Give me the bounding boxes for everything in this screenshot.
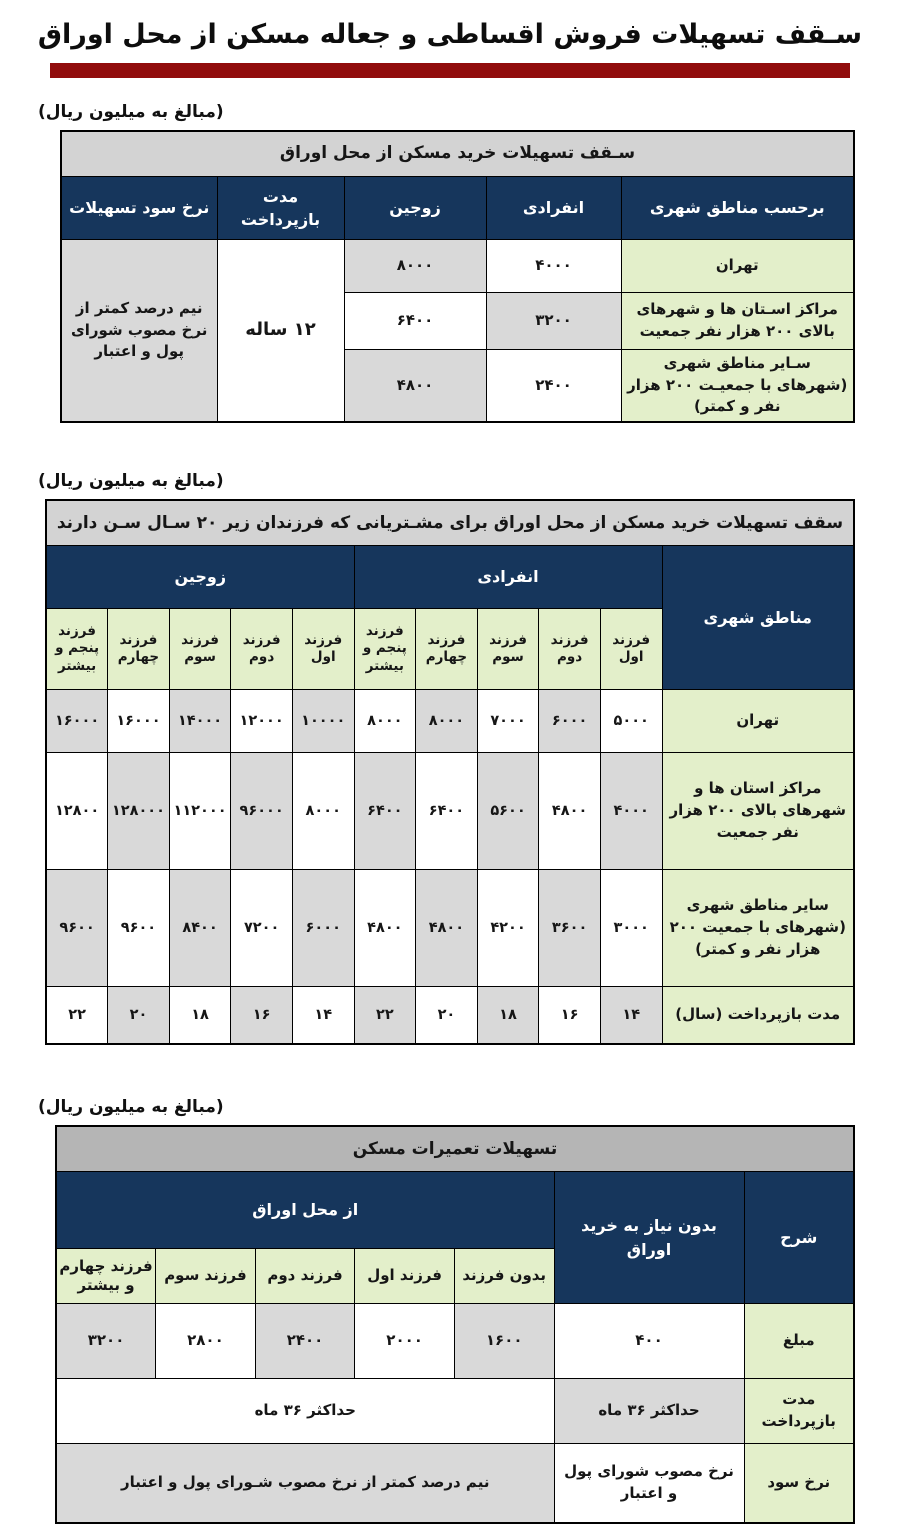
value-cell: ۸۰۰۰ [344, 239, 486, 292]
table-title-row [46, 500, 854, 546]
table-row [46, 987, 854, 1045]
column-header-repayment: مدت بازپرداخت [217, 176, 344, 239]
table-row [56, 1379, 854, 1444]
value-cell: ۴۲۰۰ [477, 870, 539, 987]
value-cell: ۱۸ [477, 987, 539, 1045]
group-header-row [46, 546, 854, 609]
child-header: فرزند اول [292, 609, 354, 690]
value-cell: ۲۴۰۰ [255, 1304, 355, 1379]
value-cell: ۱۶ [539, 987, 601, 1045]
child-header: فرزند پنجم و بیشتر [354, 609, 416, 690]
value-cell: ۶۰۰۰ [539, 690, 601, 753]
child-header: فرزند اول [600, 609, 662, 690]
child-header: فرزند دوم [255, 1249, 355, 1304]
row-label-cell: مدت بازپرداخت [744, 1379, 854, 1444]
value-cell: ۴۰۰۰ [600, 753, 662, 870]
value-cell: نرخ مصوب شورای پول و اعتبار [554, 1444, 744, 1524]
row-label-cell: نرخ سود [744, 1444, 854, 1524]
column-header-couple: زوجین [344, 176, 486, 239]
unit-note: (مبالغ به میلیون ریال) [38, 471, 224, 492]
value-cell: ۱۴۰۰۰ [169, 690, 231, 753]
child-header: فرزند سوم [156, 1249, 256, 1304]
value-cell: ۴۸۰۰ [354, 870, 416, 987]
region-cell: مراکز اسـتان ها و شهرهای بالای ۲۰۰ هزار نفر جمعیت [621, 292, 854, 349]
child-header: فرزند دوم [231, 609, 293, 690]
column-header-region: برحسب مناطق شهری [621, 176, 854, 239]
value-cell: ۶۰۰۰ [292, 870, 354, 987]
table-header-row [56, 1172, 854, 1249]
table-title: سـقف تسهیلات خرید مسکن از محل اوراق [61, 131, 854, 177]
value-cell: ۱۰۰۰۰ [292, 690, 354, 753]
value-cell: ۸۰۰۰ [354, 690, 416, 753]
column-header-individual: انفرادی [486, 176, 621, 239]
region-cell: تهران [621, 239, 854, 292]
group-header-individual: انفرادی [354, 546, 662, 609]
value-cell: ۱۶۰۰۰ [46, 690, 108, 753]
table-row [61, 239, 854, 292]
column-header-no-bonds: بدون نیاز به خرید اوراق [554, 1172, 744, 1304]
value-cell: ۲۰ [108, 987, 170, 1045]
value-cell: ۱۲۸۰۰۰ [108, 753, 170, 870]
table-loan-ceiling [60, 130, 855, 423]
value-cell: ۱۶ [231, 987, 293, 1045]
region-cell: مراکز استان ها و شهرهای بالای ۲۰۰ هزار نفر جمعیت [662, 753, 854, 870]
value-cell: ۱۶۰۰ [454, 1304, 554, 1379]
child-header: فرزند چهارم [416, 609, 478, 690]
value-cell: ۱۶۰۰۰ [108, 690, 170, 753]
value-cell: ۷۰۰۰ [477, 690, 539, 753]
unit-note: (مبالغ به میلیون ریال) [38, 1097, 224, 1118]
column-header-rate: نرخ سود تسهیلات [61, 176, 217, 239]
page-title: سـقف تسهیلات فروش اقساطی و جعاله مسکن از محل اوراق [37, 19, 863, 50]
group-header-couple: زوجین [46, 546, 354, 609]
title-underline-bar [50, 63, 850, 78]
value-cell: ۲۲ [46, 987, 108, 1045]
value-cell: ۸۰۰۰ [416, 690, 478, 753]
column-header-description: شرح [744, 1172, 854, 1304]
value-cell: حداکثر ۳۶ ماه [554, 1379, 744, 1444]
value-cell: ۲۰ [416, 987, 478, 1045]
table-row [46, 753, 854, 870]
table-title-row [56, 1126, 854, 1172]
child-header: فرزند پنجم و بیشتر [46, 609, 108, 690]
region-header: مناطق شهری [662, 546, 854, 690]
child-header: فرزند سوم [477, 609, 539, 690]
value-cell: ۶۴۰۰ [354, 753, 416, 870]
value-cell: ۳۲۰۰ [56, 1304, 156, 1379]
value-cell: ۱۱۲۰۰۰ [169, 753, 231, 870]
value-cell: ۵۰۰۰ [600, 690, 662, 753]
value-cell: ۱۲۰۰۰ [231, 690, 293, 753]
value-cell: ۹۶۰۰ [46, 870, 108, 987]
child-header: فرزند اول [355, 1249, 455, 1304]
value-cell: ۲۴۰۰ [486, 349, 621, 422]
table-repair-loan [55, 1125, 855, 1524]
value-cell: ۴۸۰۰ [539, 753, 601, 870]
table-row [56, 1304, 854, 1379]
value-cell: ۱۲۸۰۰ [46, 753, 108, 870]
value-cell: ۴۰۰ [554, 1304, 744, 1379]
child-header: فرزند چهارم و بیشتر [56, 1249, 156, 1304]
value-cell: ۴۰۰۰ [486, 239, 621, 292]
value-cell: ۴۸۰۰ [344, 349, 486, 422]
table-row [46, 870, 854, 987]
table-title-row [61, 131, 854, 177]
child-header: فرزند چهارم [108, 609, 170, 690]
value-cell: ۶۴۰۰ [416, 753, 478, 870]
unit-note: (مبالغ به میلیون ریال) [38, 101, 224, 122]
group-header-from-bonds: از محل اوراق [56, 1172, 554, 1249]
table-header-row [61, 176, 854, 239]
table-title: سقف تسهیلات خرید مسکن از محل اوراق برای مشـتریانی که فرزندان زیر ۲۰ سـال سـن دارند [46, 500, 854, 546]
merged-value-cell: حداکثر ۳۶ ماه [56, 1379, 554, 1444]
value-cell: ۵۶۰۰ [477, 753, 539, 870]
child-header: بدون فرزند [454, 1249, 554, 1304]
value-cell: ۳۰۰۰ [600, 870, 662, 987]
value-cell: ۲۸۰۰ [156, 1304, 256, 1379]
value-cell: ۷۲۰۰ [231, 870, 293, 987]
value-cell: ۸۰۰۰ [292, 753, 354, 870]
row-label-cell: مبلغ [744, 1304, 854, 1379]
region-cell: تهران [662, 690, 854, 753]
table-row [56, 1444, 854, 1524]
value-cell: ۳۲۰۰ [486, 292, 621, 349]
repayment-cell: ۱۲ ساله [217, 239, 344, 422]
region-cell: سـایر مناطق شهری (شهرهای با جمعیـت ۲۰۰ هزار نفر و کمتر) [621, 349, 854, 422]
child-header: فرزند دوم [539, 609, 601, 690]
value-cell: ۳۶۰۰ [539, 870, 601, 987]
value-cell: ۹۶۰۰۰ [231, 753, 293, 870]
value-cell: ۶۴۰۰ [344, 292, 486, 349]
value-cell: ۲۲ [354, 987, 416, 1045]
value-cell: ۴۸۰۰ [416, 870, 478, 987]
region-cell: سایر مناطق شهری (شهرهای با جمعیت ۲۰۰ هزار نفر و کمتر) [662, 870, 854, 987]
value-cell: ۱۴ [292, 987, 354, 1045]
value-cell: ۱۴ [600, 987, 662, 1045]
value-cell: ۹۶۰۰ [108, 870, 170, 987]
merged-value-cell: نیم درصد کمتر از نرخ مصوب شـورای پول و اعتبار [56, 1444, 554, 1524]
value-cell: ۲۰۰۰ [355, 1304, 455, 1379]
table-title: تسهیلات تعمیرات مسکن [56, 1126, 854, 1172]
value-cell: ۱۸ [169, 987, 231, 1045]
row-label-cell: مدت بازپرداخت (سال) [662, 987, 854, 1045]
child-header: فرزند سوم [169, 609, 231, 690]
rate-cell: نیم درصد کمتر از نرخ مصوب شورای پول و اعتبار [61, 239, 217, 422]
table-loan-ceiling-children [45, 499, 855, 1045]
value-cell: ۸۴۰۰ [169, 870, 231, 987]
table-row [46, 690, 854, 753]
